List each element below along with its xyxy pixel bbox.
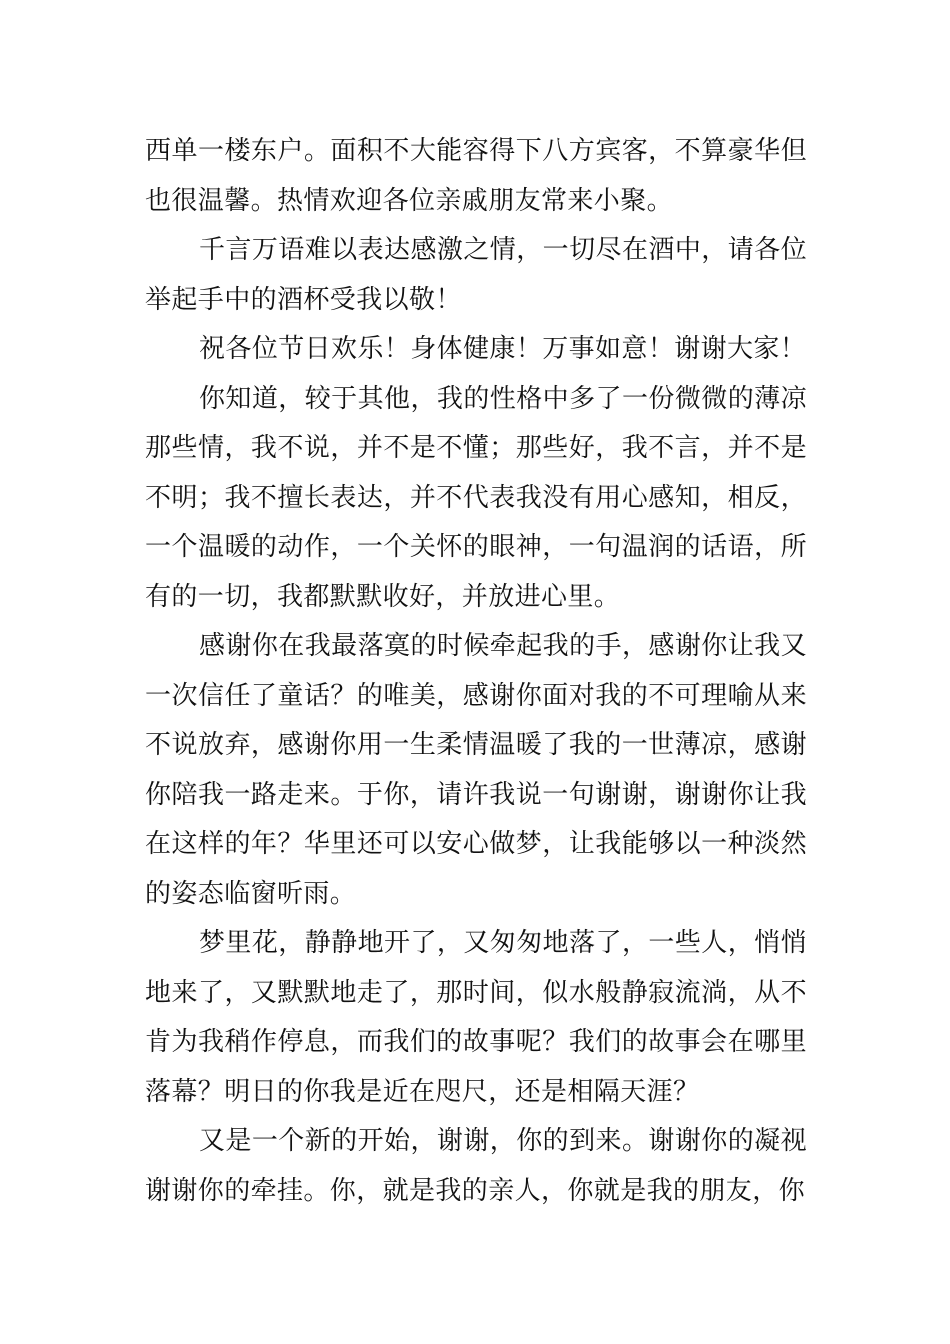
paragraph-toast: 千言万语难以表达感激之情，一切尽在酒中，请各位举起手中的酒杯受我以敬！ (145, 235, 807, 315)
document-body (145, 127, 807, 1216)
paragraph-continuation: 西单一楼东户。面积不大能容得下八方宾客，不算豪华但也很温馨。热情欢迎各位亲戚朋友常来小聚。 (145, 136, 807, 216)
paragraph-thanks: 感谢你在我最落寞的时候牵起我的手，感谢你让我又一次信任了童话？的唯美，感谢你面对我的不可理喻从来不说放弃，感谢你用一生柔情温暖了我的一世薄凉，感谢你陪我一路走来。于你，请许我说一句谢谢，谢谢你让我在这样的年？华里还可以安心做梦，让我能够以一种淡然的姿态临窗听雨。 (145, 631, 807, 909)
paragraph-you-know: 你知道，较于其他，我的性格中多了一份微微的薄凉那些情，我不说，并不是不懂；那些好，我不言，并不是不明；我不擅长表达，并不代表我没有用心感知，相反，一个温暖的动作，一个关怀的眼神，一句温润的话语，所有的一切，我都默默收好，并放进心里。 (145, 383, 807, 612)
paragraph-wishes: 祝各位节日欢乐！身体健康！万事如意！谢谢大家！ (199, 334, 807, 364)
paragraph-dream-flowers: 梦里花，静静地开了，又匆匆地落了，一些人，悄悄地来了，又默默地走了，那时间，似水般静寂流淌，从不肯为我稍作停息，而我们的故事呢？我们的故事会在哪里落幕？明日的你我是近在咫尺，还是相隔天涯？ (145, 928, 807, 1107)
paragraph-new-beginning: 又是一个新的开始，谢谢，你的到来。谢谢你的凝视谢谢你的牵挂。你，就是我的亲人，你就是我的朋友，你 (145, 1126, 807, 1206)
